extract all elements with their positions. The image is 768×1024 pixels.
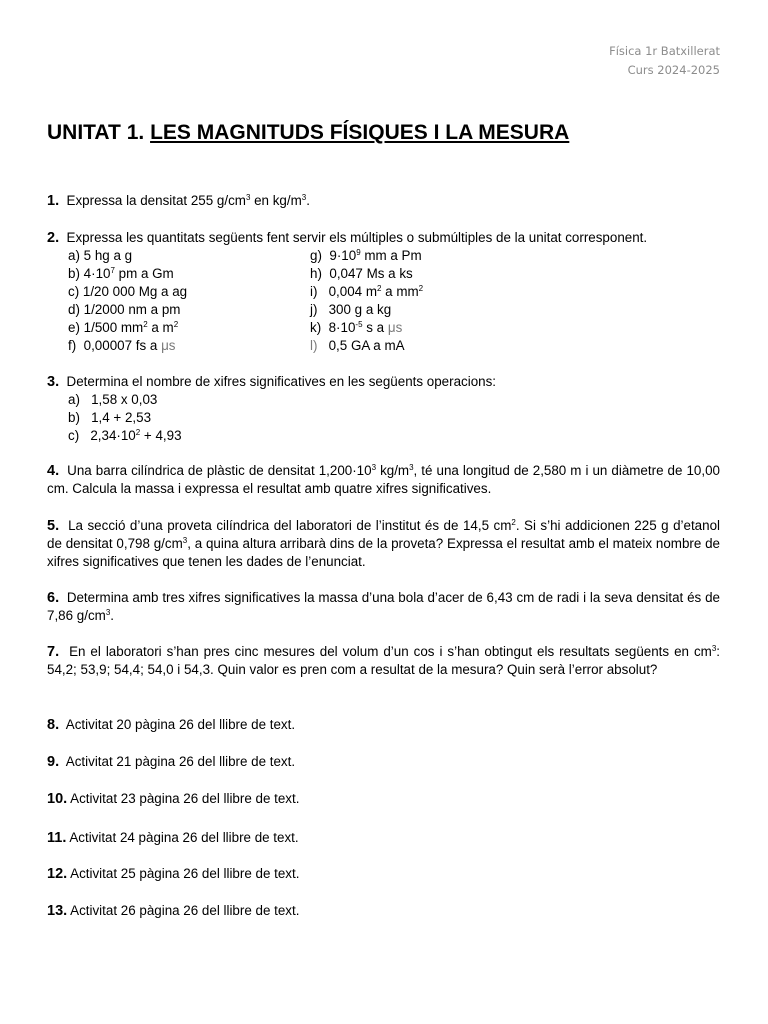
question-text: Activitat 20 pàgina 26 del llibre de text. [65,717,296,732]
sub-item-h: h) 0,047 Ms a ks [310,266,413,281]
question-6 [47,589,720,625]
unit-name: LES MAGNITUDS FÍSIQUES I LA MESURA [150,121,570,144]
question-number: 6. [47,590,60,606]
question-3 [47,373,720,445]
question-5 [47,517,720,571]
question-text: En el laboratori s’han pres cinc mesures del volum d’un cos i s’han obtingut els resultats següents en $cm^3$: 54,2; 53,9; 54,4; 54,0 i 54,3. Quin valor es pren com a resultat de la mesura? Quin serà l’error absolut? [47,644,720,677]
sub-item-c: c) $2,34\cdot 10^2 + 4,93$ [68,428,182,443]
question-10 [47,790,720,808]
sub-item-row [47,265,720,283]
question-8 [47,716,720,734]
school-year: Curs 2024-2025 [627,63,720,77]
question-number: 11. [47,830,67,846]
question-text: Activitat 26 pàgina 26 del llibre de text. [70,903,300,918]
question-7 [47,643,720,679]
question-text: Determina el nombre de xifres significatives en les següents operacions: [66,374,497,389]
sub-item-d: d) 1/2000 nm a pm [68,302,181,317]
question-number: 5. [47,518,60,534]
question-number: 13. [47,903,68,919]
question-number: 4. [47,463,60,479]
sub-item-c: c) 1/20 000 Mg a ag [68,284,188,299]
question-number: 3. [47,374,60,390]
question-number: 8. [47,717,60,733]
sub-item-j: j) 300 g a kg [310,302,392,317]
sub-item-f: f) 0,00007 fs a μs [68,338,176,353]
sub-item-a: a) 5 hg a g [68,248,133,263]
document-header [609,42,720,80]
question-text: La secció d’una proveta cilíndrica del laboratori de l’institut és de 14,5 $cm^2$. Si s’hi addicionen 225 g d’etanol de densitat 0,798 $g/cm^3$, a quina altura arribarà dins de la proveta? Expressa el resultat amb el mateix nombre de xifres significatives que tenen les dades de l’enunciat. [47,518,721,569]
sub-item-row [47,283,720,301]
question-number: 1. [47,193,60,209]
question-13 [47,902,720,920]
question-11 [47,829,720,847]
question-text: Determina amb tres xifres significatives la massa d’una bola d’acer de 6,43 cm de radi i la seva densitat és de 7,86 $g/cm^3$. [47,590,720,623]
question-text: Activitat 21 pàgina 26 del llibre de text. [65,754,296,769]
question-12 [47,865,720,883]
sub-item-e: e) 1/500 $mm^2$ a $m^2$ [68,320,179,335]
question-text: Una barra cilíndrica de plàstic de densitat $1,200\cdot 10^3$ $kg/m^3$, té una longitud de 2,580 m i un diàmetre de 10,00 cm. Calcula la massa i expressa el resultat amb quatre xifres significatives. [47,463,720,496]
sub-item-row [47,301,720,319]
sub-item-row [47,319,720,337]
sub-item-a: a) 1,58 x 0,03 [68,392,158,407]
course-name: Física 1r Batxillerat [609,44,720,58]
sub-item-b: b) 1,4 + 2,53 [68,410,152,425]
sub-item-l: l) 0,5 GA a mA [310,338,405,353]
question-9 [47,753,720,771]
question-text: Expressa les quantitats següents fent servir els múltiples o submúltiples de la unitat corresponent. [66,230,648,245]
question-number: 7. [47,644,60,660]
sub-item-row [47,337,720,355]
question-number: 12. [47,866,68,882]
sub-item-k: k) $8\cdot 10^{-5}$ s a μs [310,320,403,335]
sub-item-i: i) 0,004 $m^2$ a $mm^2$ [310,284,424,299]
sub-item-b: b) $4\cdot 10^7$ pm a Gm [68,266,174,281]
sub-item-row [47,247,720,265]
question-1 [47,192,720,210]
question-text: Activitat 23 pàgina 26 del llibre de text. [70,791,300,806]
question-text: Expressa la densitat 255 $g/cm^3$ en $kg/m^3$. [66,193,310,208]
question-number: 9. [47,754,60,770]
question-text: Activitat 25 pàgina 26 del llibre de text. [70,866,300,881]
question-text: Activitat 24 pàgina 26 del llibre de text. [69,830,299,845]
unit-title [47,121,569,145]
sub-item-g: g) $9\cdot 10^9$ mm a Pm [310,248,422,263]
question-2 [47,229,720,355]
question-number: 10. [47,791,68,807]
unit-number: UNITAT 1. [47,121,145,144]
question-number: 2. [47,230,60,246]
question-4 [47,462,720,498]
